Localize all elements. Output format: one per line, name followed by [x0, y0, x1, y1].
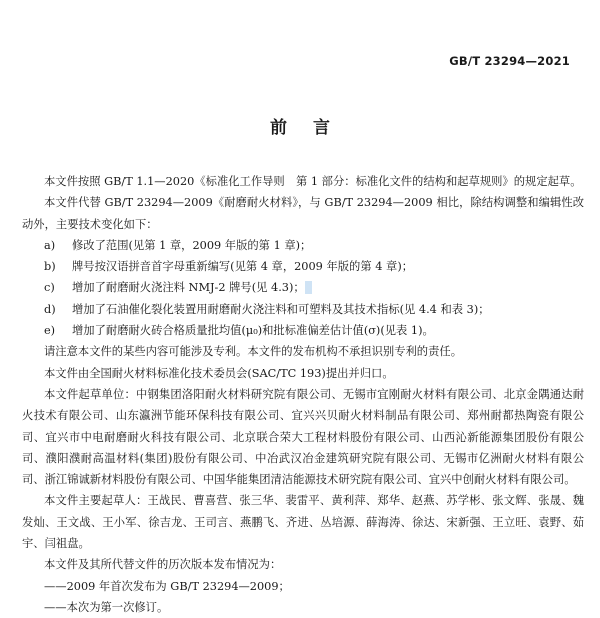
list-item [22, 299, 584, 320]
paragraph-history-intro: 本文件及其所代替文件的历次版本发布情况为： [44, 558, 282, 572]
standard-code: GB/T 23294—2021 [449, 54, 570, 68]
page-title: 前言 [270, 118, 356, 138]
changes-list [22, 235, 584, 341]
foreword-body [22, 171, 584, 618]
list-item-text: 修改了范围(见第 1 章，2009 年版的第 1 章)； [72, 238, 312, 252]
paragraph-proposer: 本文件由全国耐火材料标准化技术委员会(SAC/TC 193)提出并归口。 [44, 366, 394, 380]
history-item: ——本次为第一次修订。 [44, 600, 169, 614]
list-item [22, 235, 584, 256]
list-item-text: 增加了石油催化裂化装置用耐磨耐火浇注料和可塑料及其技术指标(见 4.4 和表 3)； [72, 302, 490, 316]
paragraph-replacement: 本文件代替 GB/T 23294—2009《耐磨耐火材料》，与 GB/T 23294—2009 相比，除结构调整和编辑性改动外，主要技术变化如下： [22, 196, 584, 231]
list-item-label: d) [44, 302, 56, 316]
list-item [22, 277, 584, 298]
text-selection-highlight [305, 281, 312, 294]
paragraph-patent-notice: 请注意本文件的某些内容可能涉及专利。本文件的发布机构不承担识别专利的责任。 [44, 345, 462, 359]
list-item [22, 256, 584, 277]
paragraph-drafting-rules: 本文件按照 GB/T 1.1—2020《标准化工作导则 第 1 部分：标准化文件的结构和起草规则》的规定起草。 [44, 175, 582, 188]
paragraph-drafting-units: 本文件起草单位：中钢集团洛阳耐火材料研究院有限公司、无锡市宜刚耐火材料有限公司、北京金隅通达耐火技术有限公司、山东瀛洲节能环保科技有限公司、宜兴兴贝耐火材料制品有限公司、郑州耐都热陶瓷有限公司、宜兴市中电耐磨耐火科技有限公司、北京联合荣大工程材料股份有限公司、山西沁新能源集团股份有限公司、濮阳濮耐高温材料(集团)股份有限公司、中冶武汉冶金建筑研究院有限公司、无锡市亿洲耐火材料有限公司、浙江锦诚新材料股份有限公司、中国华能集团清洁能源技术研究院有限公司、宜兴中创耐火材料有限公司。 [22, 387, 584, 487]
list-item-text: 增加了耐磨耐火浇注料 NMJ-2 牌号(见 4.3)； [72, 281, 305, 295]
list-item [22, 320, 584, 341]
list-item-label: a) [44, 238, 56, 252]
list-item-label: c) [44, 281, 55, 295]
list-item-label: e) [44, 324, 56, 338]
paragraph-drafters: 本文件主要起草人：王战民、曹喜营、张三华、裴雷平、黄利萍、郑华、赵燕、苏学彬、张文辉、张晟、魏发灿、王文战、王小军、徐吉龙、王司言、燕鹏飞、齐进、丛培源、薛海涛、徐达、宋新强、王立旺、袁野、茹宇、闫祖盘。 [22, 494, 584, 551]
history-item: ——2009 年首次发布为 GB/T 23294—2009； [44, 579, 290, 593]
list-item-text: 增加了耐磨耐火砖合格质量批均值(μ₀)和批标准偏差估计值(σ)(见表 1)。 [72, 324, 434, 338]
list-item-text: 牌号按汉语拼音首字母重新编写(见第 4 章，2009 年版的第 4 章)； [72, 260, 414, 274]
list-item-label: b) [44, 260, 56, 274]
